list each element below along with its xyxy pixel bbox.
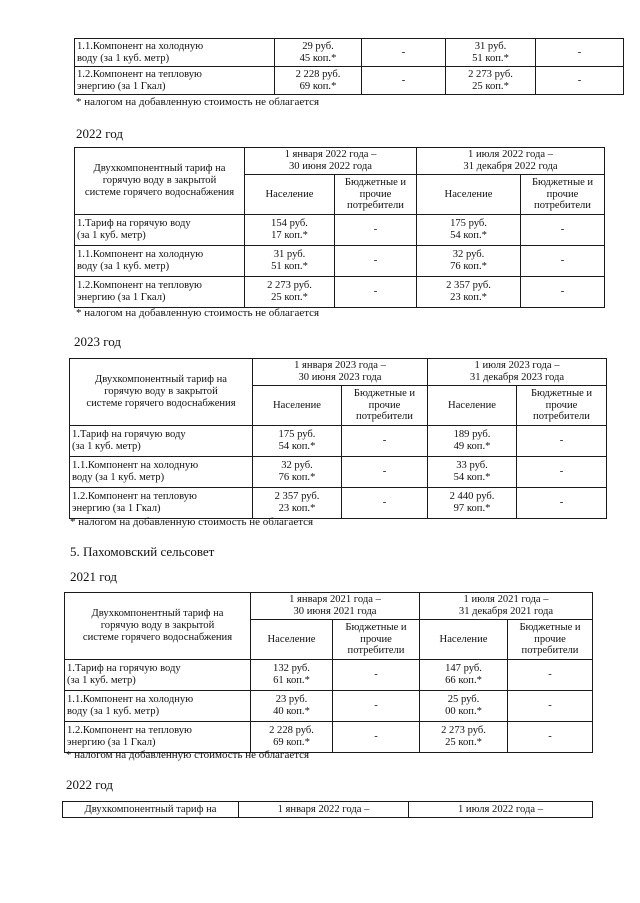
period-1-header: 1 января 2022 года – (239, 802, 409, 818)
tariff-table-2022-block (74, 147, 605, 308)
dash-cell: - (362, 39, 446, 67)
dash-cell: - (333, 722, 420, 753)
vat-note: * налогом на добавленную стоимость не облагается (76, 307, 320, 319)
tariff-label-header: Двухкомпонентный тариф на горячую воду в закрытой системе горячего водоснабжения (70, 359, 253, 426)
table-row (65, 691, 593, 722)
budget-header: Бюджетные и прочие потребители (521, 175, 605, 215)
table-row (75, 215, 605, 246)
table-header-row (70, 359, 607, 386)
tariff-table-bottom (62, 801, 593, 818)
price-cell: 32 руб. 76 коп.* (417, 246, 521, 277)
price-cell: 25 руб. 00 коп.* (420, 691, 508, 722)
period-1-header: 1 января 2021 года – 30 июня 2021 года (251, 593, 420, 620)
year-heading-2023: 2023 год (74, 334, 121, 349)
price-cell: 2 357 руб. 23 коп.* (417, 277, 521, 308)
period-1-header: 1 января 2022 года – 30 июня 2022 года (245, 148, 417, 175)
price-cell: 147 руб. 66 коп.* (420, 660, 508, 691)
dash-cell: - (342, 457, 428, 488)
price-cell: 29 руб. 45 коп.* (275, 39, 362, 67)
row-label: 1.2.Компонент на тепловую энергию (за 1 Гкал) (70, 488, 253, 519)
price-cell: 2 440 руб. 97 коп.* (428, 488, 517, 519)
dash-cell: - (521, 246, 605, 277)
price-cell: 2 228 руб. 69 коп.* (251, 722, 333, 753)
dash-cell: - (335, 215, 417, 246)
price-cell: 2 228 руб. 69 коп.* (275, 67, 362, 95)
price-cell: 189 руб. 49 коп.* (428, 426, 517, 457)
tariff-table-bottom-block (62, 801, 593, 818)
table-header-row (63, 802, 593, 818)
dash-cell: - (521, 277, 605, 308)
population-header: Население (420, 620, 508, 660)
budget-header: Бюджетные и прочие потребители (335, 175, 417, 215)
price-cell: 2 273 руб. 25 коп.* (245, 277, 335, 308)
price-cell: 2 273 руб. 25 коп.* (446, 67, 536, 95)
tariff-table-2023-block (69, 358, 607, 519)
budget-header: Бюджетные и прочие потребители (333, 620, 420, 660)
period-2-header: 1 июля 2022 года – 31 декабря 2022 года (417, 148, 605, 175)
table-row (65, 660, 593, 691)
table-row (70, 426, 607, 457)
dash-cell: - (517, 488, 607, 519)
year-heading-2022-bottom: 2022 год (66, 777, 113, 792)
row-label: 1.Тариф на горячую воду (за 1 куб. метр) (65, 660, 251, 691)
dash-cell: - (536, 39, 624, 67)
population-header: Население (251, 620, 333, 660)
tariff-table-2021-block (64, 592, 593, 753)
row-label: 1.Тариф на горячую воду (за 1 куб. метр) (75, 215, 245, 246)
price-cell: 175 руб. 54 коп.* (253, 426, 342, 457)
tariff-table-2022 (74, 147, 605, 308)
price-cell: 175 руб. 54 коп.* (417, 215, 521, 246)
price-cell: 2 357 руб. 23 коп.* (253, 488, 342, 519)
table-row (75, 67, 624, 95)
tariff-label-header: Двухкомпонентный тариф на горячую воду в закрытой системе горячего водоснабжения (75, 148, 245, 215)
price-cell: 31 руб. 51 коп.* (245, 246, 335, 277)
vat-note: * налогом на добавленную стоимость не облагается (70, 516, 314, 528)
tariff-label-header: Двухкомпонентный тариф на (63, 802, 239, 818)
dash-cell: - (333, 660, 420, 691)
dash-cell: - (333, 691, 420, 722)
row-label: 1.1.Компонент на холодную воду (за 1 куб. метр) (65, 691, 251, 722)
tariff-table-2021 (64, 592, 593, 753)
vat-note: * налогом на добавленную стоимость не облагается (76, 96, 320, 108)
budget-header: Бюджетные и прочие потребители (508, 620, 593, 660)
row-label: 1.2.Компонент на тепловую энергию (за 1 Гкал) (75, 67, 275, 95)
price-cell: 31 руб. 51 коп.* (446, 39, 536, 67)
dash-cell: - (335, 246, 417, 277)
price-cell: 2 273 руб. 25 коп.* (420, 722, 508, 753)
vat-note: * налогом на добавленную стоимость не облагается (66, 749, 310, 761)
dash-cell: - (508, 722, 593, 753)
population-header: Население (253, 386, 342, 426)
row-label: 1.1.Компонент на холодную воду (за 1 куб. метр) (70, 457, 253, 488)
population-header: Население (417, 175, 521, 215)
tariff-table-2023 (69, 358, 607, 519)
row-label: 1.1.Компонент на холодную воду (за 1 куб. метр) (75, 39, 275, 67)
table-row (75, 39, 624, 67)
price-cell: 132 руб. 61 коп.* (251, 660, 333, 691)
dash-cell: - (508, 660, 593, 691)
price-cell: 32 руб. 76 коп.* (253, 457, 342, 488)
dash-cell: - (335, 277, 417, 308)
table-header-row (65, 593, 593, 620)
top-tariff-table (74, 38, 624, 95)
period-2-header: 1 июля 2022 года – (409, 802, 593, 818)
price-cell: 154 руб. 17 коп.* (245, 215, 335, 246)
table-row (75, 246, 605, 277)
year-heading-2022: 2022 год (76, 126, 123, 141)
dash-cell: - (342, 488, 428, 519)
section-heading: 5. Пахомовский сельсовет (70, 544, 215, 559)
top-table-block (74, 38, 624, 95)
price-cell: 33 руб. 54 коп.* (428, 457, 517, 488)
budget-header: Бюджетные и прочие потребители (342, 386, 428, 426)
table-row (70, 457, 607, 488)
row-label: 1.Тариф на горячую воду (за 1 куб. метр) (70, 426, 253, 457)
dash-cell: - (362, 67, 446, 95)
table-row (75, 277, 605, 308)
row-label: 1.2.Компонент на тепловую энергию (за 1 Гкал) (65, 722, 251, 753)
period-1-header: 1 января 2023 года – 30 июня 2023 года (253, 359, 428, 386)
table-row (70, 488, 607, 519)
period-2-header: 1 июля 2023 года – 31 декабря 2023 года (428, 359, 607, 386)
dash-cell: - (342, 426, 428, 457)
tariff-label-header: Двухкомпонентный тариф на горячую воду в закрытой системе горячего водоснабжения (65, 593, 251, 660)
table-row (65, 722, 593, 753)
dash-cell: - (521, 215, 605, 246)
dash-cell: - (508, 691, 593, 722)
table-header-row (75, 148, 605, 175)
population-header: Население (245, 175, 335, 215)
dash-cell: - (517, 457, 607, 488)
dash-cell: - (536, 67, 624, 95)
year-heading-2021: 2021 год (70, 569, 117, 584)
period-2-header: 1 июля 2021 года – 31 декабря 2021 года (420, 593, 593, 620)
population-header: Население (428, 386, 517, 426)
price-cell: 23 руб. 40 коп.* (251, 691, 333, 722)
row-label: 1.1.Компонент на холодную воду (за 1 куб. метр) (75, 246, 245, 277)
row-label: 1.2.Компонент на тепловую энергию (за 1 Гкал) (75, 277, 245, 308)
dash-cell: - (517, 426, 607, 457)
budget-header: Бюджетные и прочие потребители (517, 386, 607, 426)
